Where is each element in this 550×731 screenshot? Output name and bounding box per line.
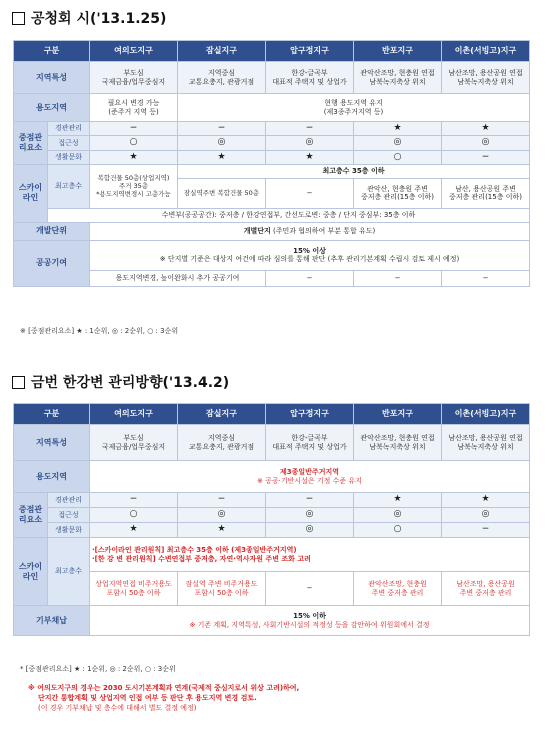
rank-cell: − xyxy=(90,122,178,136)
sub-label-max-floors: 최고층수 xyxy=(48,538,90,606)
rank-cell: − xyxy=(442,523,530,538)
cell-skyline-ichon: 남산조망, 용산공원 주변 중저층 관리 xyxy=(442,572,530,606)
cell-donation xyxy=(90,606,530,636)
sub-label-landscape: 경관관리 xyxy=(48,122,90,136)
cell-skyline-banpo: 관악산, 현충원 주변 중저층 관리(15층 이하) xyxy=(354,178,442,208)
header-jamsil: 잠실지구 xyxy=(178,404,266,425)
row-label-donation: 기부채납 xyxy=(14,606,90,636)
note-line-2: 단지간 통합계획 및 상업지역 인접 여부 등 판단 후 용도지역 변경 검토. xyxy=(38,694,257,703)
row-label-region: 지역특성 xyxy=(14,425,90,461)
section2-title xyxy=(12,372,229,392)
rank-cell: ★ xyxy=(442,122,530,136)
rank-cell: ★ xyxy=(178,150,266,164)
section1-title xyxy=(12,8,166,28)
sub-label-access: 접근성 xyxy=(48,508,90,523)
donation-line1: 15% 이하 xyxy=(293,611,326,620)
sub-label-max-floors: 최고층수 xyxy=(48,164,90,208)
rank-cell: − xyxy=(178,122,266,136)
cell-skyline-ichon: 남산, 용산공원 주변 중저층 관리(15층 이하) xyxy=(442,178,530,208)
rank-cell: ◎ xyxy=(354,136,442,150)
cell-region-apgujeong: 한강-글곡부 대표적 주택지 및 상업가 xyxy=(266,62,354,94)
rank-cell: − xyxy=(178,493,266,508)
sub-label-culture: 생활문화 xyxy=(48,523,90,538)
rank-cell: ★ xyxy=(354,122,442,136)
sub-label-landscape: 경관관리 xyxy=(48,493,90,508)
header-apgujeong: 압구정지구 xyxy=(266,404,354,425)
section2-legend: * [중점관리요소] ★ : 1순위, ◎ : 2순위, ○ : 3순위 xyxy=(20,665,176,673)
rank-cell: ◎ xyxy=(442,508,530,523)
rank-cell: ○ xyxy=(354,150,442,164)
cell-public-yeouido: 용도지역변경, 높이완화시 추가 공공기여 xyxy=(90,270,266,286)
sub-label-culture: 생활문화 xyxy=(48,150,90,164)
section1-legend: ※ [중점관리요소] ★ : 1순위, ◎ : 2순위, ○ : 3순위 xyxy=(20,327,179,335)
table-row xyxy=(14,523,530,538)
table-row xyxy=(14,572,530,606)
cell-zoning xyxy=(90,461,530,493)
cell-skyline-jamsil: 잠실역주변 복합건물 50층 xyxy=(178,178,266,208)
rank-cell: ◎ xyxy=(178,508,266,523)
header-jamsil: 잠실지구 xyxy=(178,41,266,62)
cell-skyline-principles xyxy=(90,538,530,572)
public-line1: 15% 이상 xyxy=(293,246,326,255)
cell-skyline-bottom: 수변부(공공공간): 중저층 / 한강연접부, 간선도로변: 중층 / 단지 중심부: 35층 이하 xyxy=(48,208,530,222)
section2-table xyxy=(13,403,530,636)
table-row xyxy=(14,62,530,94)
rank-cell: − xyxy=(266,493,354,508)
header-yeouido: 여의도지구 xyxy=(90,404,178,425)
table-row xyxy=(14,136,530,150)
table-row xyxy=(14,208,530,222)
rank-cell: ○ xyxy=(90,508,178,523)
table-row xyxy=(14,538,530,572)
cell-region-apgujeong: 한강-글곡부 대표적 주택지 및 상업가 xyxy=(266,425,354,461)
sub-label-access: 접근성 xyxy=(48,136,90,150)
cell-skyline-apgujeong: − xyxy=(266,178,354,208)
header-ichon: 이촌(서빙고)지구 xyxy=(442,404,530,425)
row-label-region: 지역특성 xyxy=(14,62,90,94)
table-row xyxy=(14,222,530,240)
zoning-line2: ※ 공공·기반시설은 기정 수준 유지 xyxy=(257,476,362,485)
table-header-row xyxy=(14,404,530,425)
rank-cell: ★ xyxy=(442,493,530,508)
rank-cell: ★ xyxy=(354,493,442,508)
rank-cell: ★ xyxy=(178,523,266,538)
public-line2: ※ 단지별 기준은 대상지 여건에 따라 심의를 통해 판단 (추후 관리기본계획 수립시 검토 제시 예정) xyxy=(159,255,460,264)
row-label-skyline: 스카이라인 xyxy=(14,164,48,222)
table-row xyxy=(14,425,530,461)
dev-unit-extra: (주민과 협의하여 부분 통합 유도) xyxy=(273,226,376,235)
rank-cell: ◎ xyxy=(266,508,354,523)
rank-cell: ★ xyxy=(266,150,354,164)
cell-region-ichon: 남산조망, 용산공원 연접 남북녹지축상 위치 xyxy=(442,62,530,94)
section2-note xyxy=(28,683,518,713)
skyline-principle-2: ·[한 강 변 관리원칙] 수변연접부 중저층, 자연·역사자원 주변 조화 고려 xyxy=(92,554,311,563)
table-header-row xyxy=(14,41,530,62)
cell-skyline-yeouido: 상업지역연접 비주거용도 포함시 50층 이하 xyxy=(90,572,178,606)
cell-skyline-apgujeong: − xyxy=(266,572,354,606)
row-label-factors: 중점관리요소 xyxy=(14,493,48,538)
row-label-dev-unit: 개발단위 xyxy=(14,222,90,240)
section1-table xyxy=(13,40,530,287)
table-row xyxy=(14,122,530,136)
cell-zoning-yeouido: 필요시 변경 가능 (준주거 지역 등) xyxy=(90,94,178,122)
rank-cell: − xyxy=(266,122,354,136)
rank-cell: ★ xyxy=(90,523,178,538)
rank-cell: ○ xyxy=(354,523,442,538)
header-category: 구분 xyxy=(14,41,90,62)
table-row xyxy=(14,461,530,493)
row-label-public: 공공기여 xyxy=(14,240,90,286)
cell-public-main xyxy=(90,240,530,270)
table-row xyxy=(14,606,530,636)
table-row xyxy=(14,150,530,164)
header-banpo: 반포지구 xyxy=(354,404,442,425)
header-ichon: 이촌(서빙고)지구 xyxy=(442,41,530,62)
cell-region-yeouido: 부도심 국제금융/업무중심지 xyxy=(90,425,178,461)
dev-unit-text: 개별단지 xyxy=(243,226,271,235)
section2-title-text: 금번 한강변 관리방향('13.4.2) xyxy=(31,375,230,391)
cell-skyline-top: 최고층수 35층 이하 xyxy=(178,164,530,178)
rank-cell: ◎ xyxy=(266,136,354,150)
cell-region-ichon: 남산조망, 용산공원 연접 남북녹지축상 위치 xyxy=(442,425,530,461)
rank-cell: ★ xyxy=(90,150,178,164)
skyline-principle-1: ·[스카이라인 관리원칙] 최고층수 35층 이하 (제3종일반주거지역) xyxy=(92,545,297,554)
donation-line2: ※ 기존 계획, 지역특성, 사회기반시설의 적정성 등을 감안하여 위원회에서 결정 xyxy=(189,620,430,629)
row-label-factors: 중점관리요소 xyxy=(14,122,48,165)
note-line-1: ※ 여의도지구의 경우는 2030 도시기본계획과 연계(국제적 중심지로서 위상 고려)하여, xyxy=(28,684,300,692)
row-label-skyline: 스카이라인 xyxy=(14,538,48,606)
header-category: 구분 xyxy=(14,404,90,425)
rank-cell: ◎ xyxy=(266,523,354,538)
cell-region-banpo: 관악산조망, 현충원 연접 남북녹지축상 위치 xyxy=(354,62,442,94)
rank-cell: ◎ xyxy=(178,136,266,150)
cell-public-dash: − xyxy=(266,270,354,286)
checkbox-square-icon xyxy=(12,12,25,25)
table-row xyxy=(14,493,530,508)
zoning-line1: 제3종일반주거지역 xyxy=(280,467,339,476)
cell-region-yeouido: 부도심 국제금융/업무중심지 xyxy=(90,62,178,94)
table-row xyxy=(14,508,530,523)
header-banpo: 반포지구 xyxy=(354,41,442,62)
header-yeouido: 여의도지구 xyxy=(90,41,178,62)
cell-public-dash: − xyxy=(442,270,530,286)
cell-public-dash: − xyxy=(354,270,442,286)
rank-cell: − xyxy=(442,150,530,164)
cell-region-jamsil: 지역중심 교통요충지, 관광거점 xyxy=(178,425,266,461)
note-line-3: (이 경우 기부채납 및 층수에 대해서 별도 결정 예정) xyxy=(38,704,197,713)
section1-title-text: 공청회 시('13.1.25) xyxy=(31,11,167,27)
rank-cell: ◎ xyxy=(354,508,442,523)
table-row xyxy=(14,240,530,270)
rank-cell: − xyxy=(90,493,178,508)
row-label-zoning: 용도지역 xyxy=(14,94,90,122)
rank-cell: ○ xyxy=(90,136,178,150)
table-row xyxy=(14,94,530,122)
cell-region-banpo: 관악산조망, 현충원 연접 남북녹지축상 위치 xyxy=(354,425,442,461)
checkbox-square-icon xyxy=(12,376,25,389)
cell-zoning-others: 현행 용도지역 유지 (제3종주거지역 등) xyxy=(178,94,530,122)
rank-cell: ◎ xyxy=(442,136,530,150)
cell-dev-unit xyxy=(90,222,530,240)
row-label-zoning: 용도지역 xyxy=(14,461,90,493)
header-apgujeong: 압구정지구 xyxy=(266,41,354,62)
table-row xyxy=(14,164,530,178)
cell-skyline-jamsil: 잠실역 주변 비주거용도 포함시 50층 이하 xyxy=(178,572,266,606)
table-row xyxy=(14,270,530,286)
cell-region-jamsil: 지역중심 교통요충지, 관광거점 xyxy=(178,62,266,94)
cell-skyline-banpo: 관악산조망, 현충원 주변 중저층 관리 xyxy=(354,572,442,606)
cell-skyline-yeouido: 복합건물 50층(상업지역) 주거 35층 *용도지역변경시 고층가능 xyxy=(90,164,178,208)
